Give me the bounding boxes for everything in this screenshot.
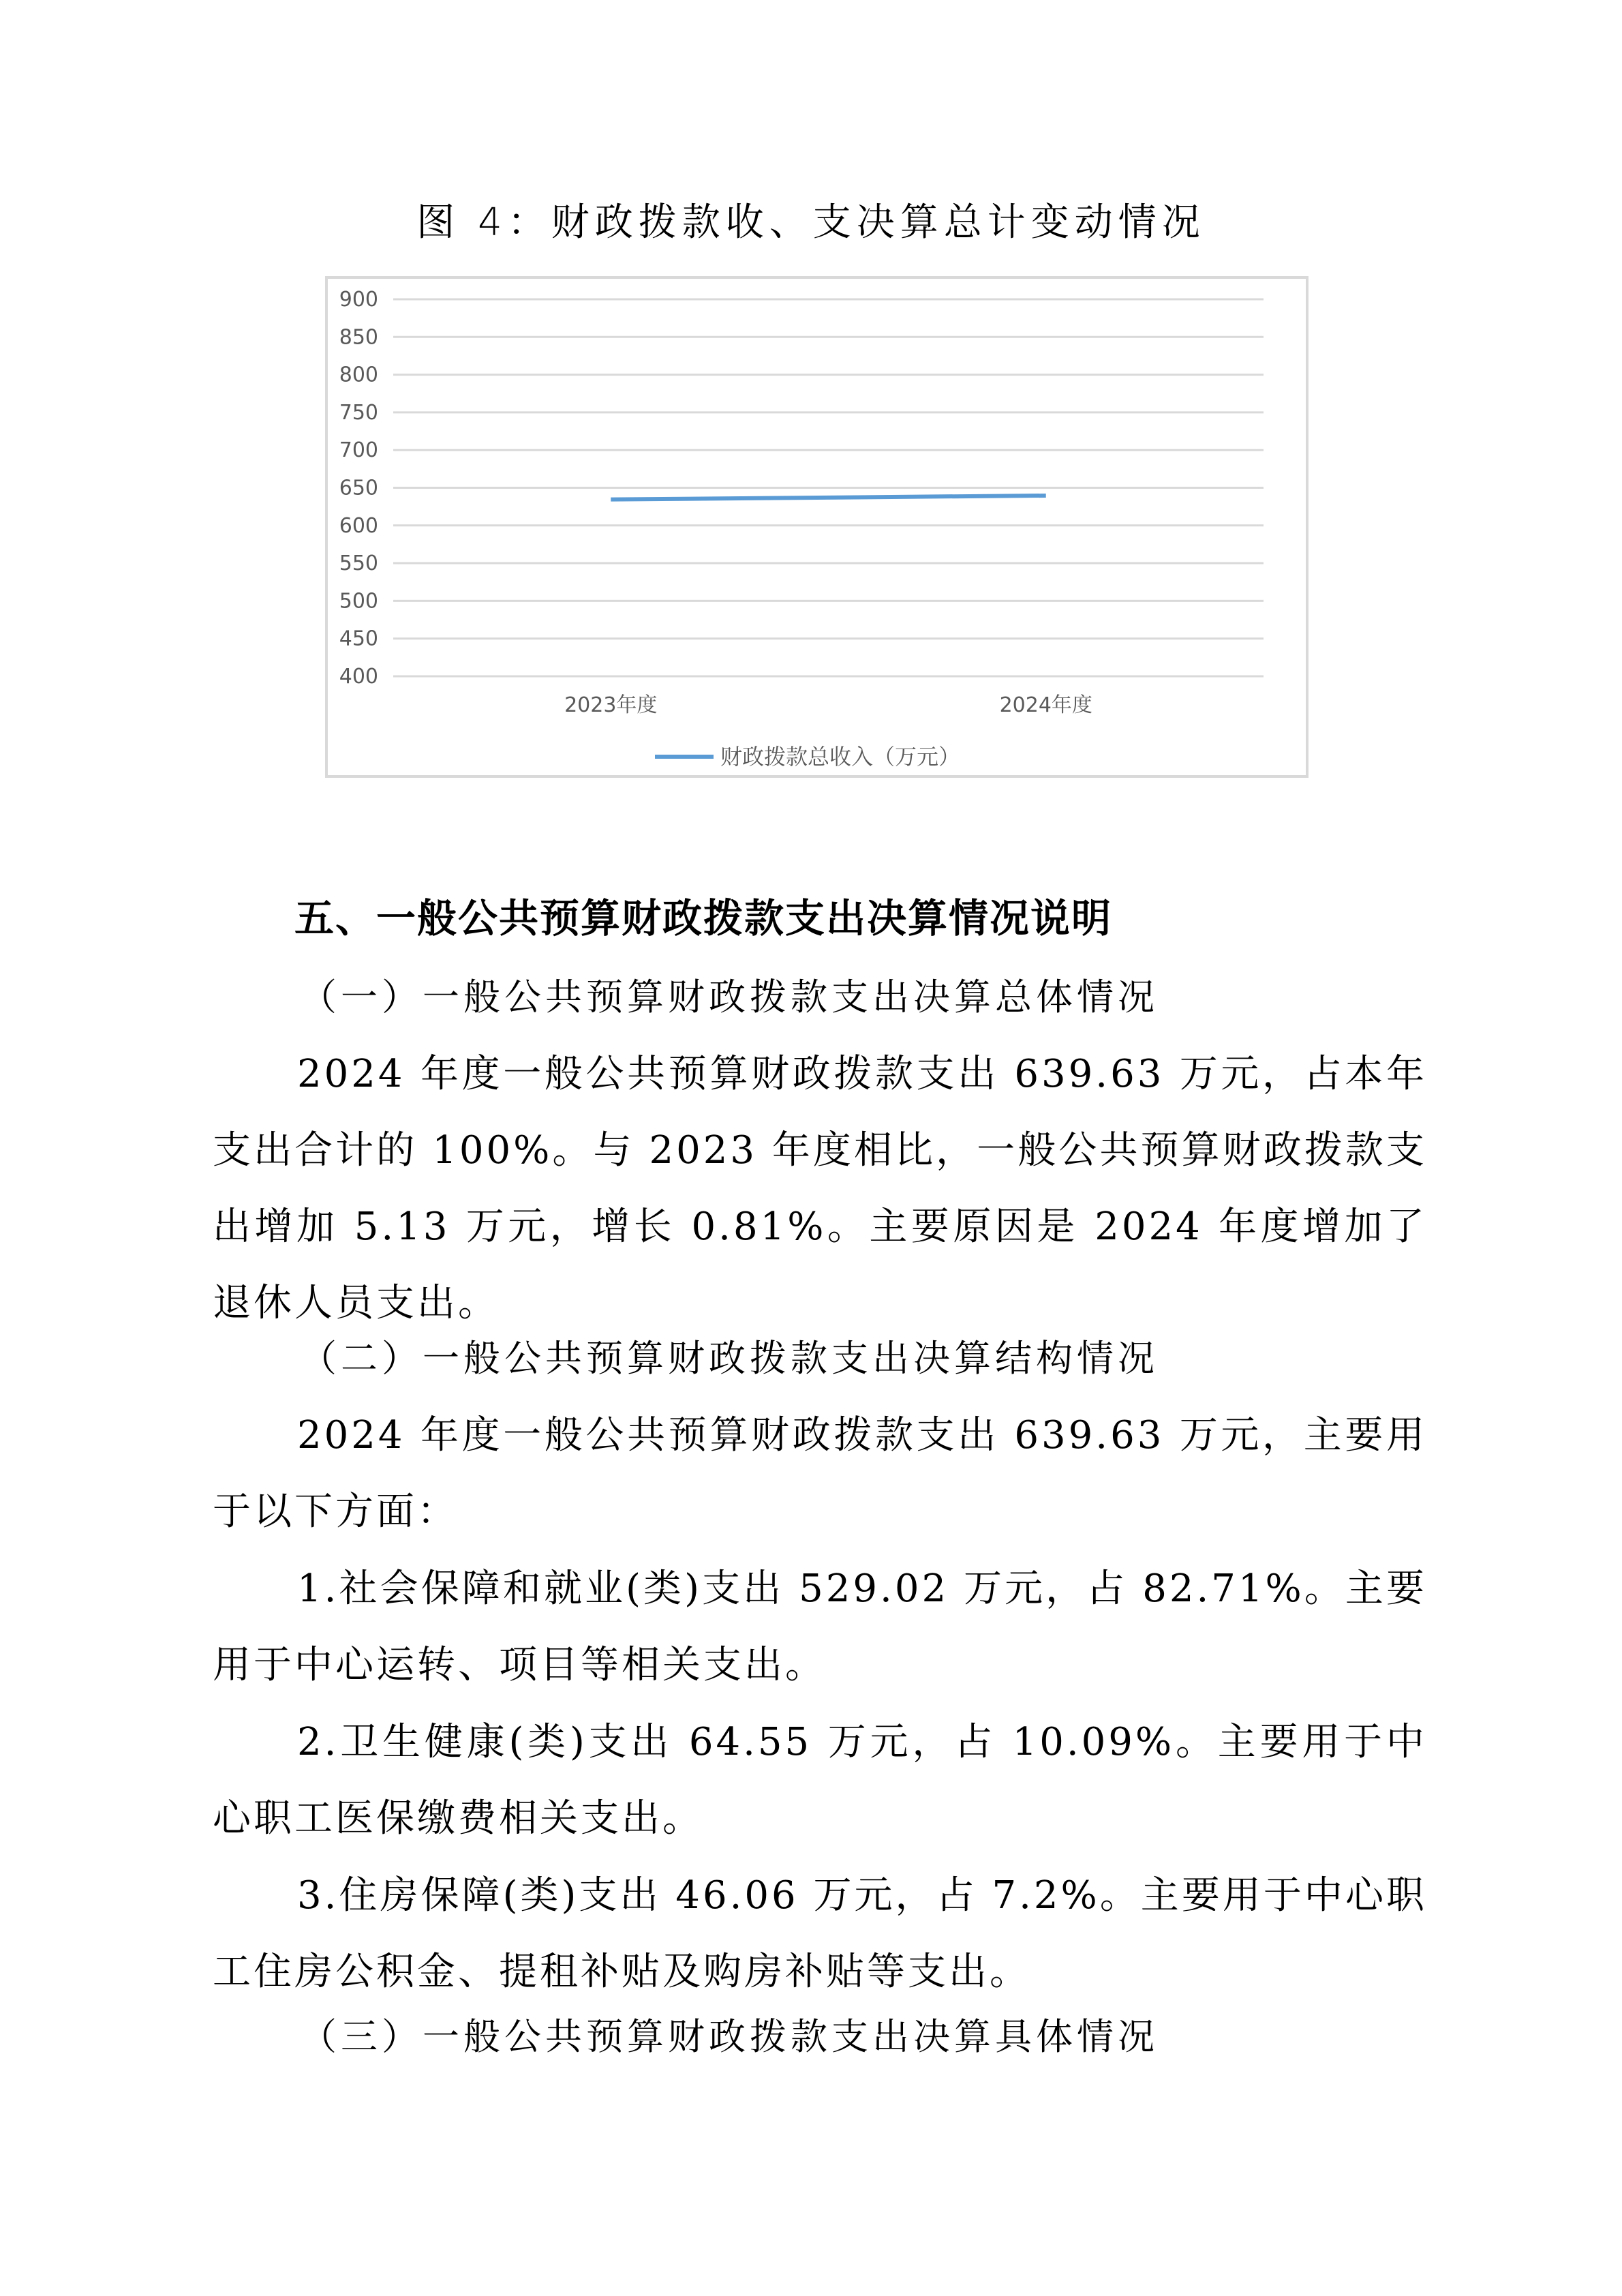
- y-tick-label: 400: [339, 665, 378, 689]
- x-tick-label: 2023年度: [564, 693, 658, 717]
- y-tick-label: 750: [339, 400, 378, 425]
- subsection-1-paragraph: 2024 年度一般公共预算财政拨款支出 639.63 万元，占本年支出合计的 100%。与 2023 年度相比，一般公共预算财政拨款支出增加 5.13 万元，增长 0.81%。主要原因是 2024 年度增加了退休人员支出。: [213, 1052, 1427, 1325]
- y-tick-label: 450: [339, 626, 378, 651]
- y-tick-label: 650: [339, 476, 378, 500]
- section-heading: 五、一般公共预算财政拨款支出决算情况说明: [294, 895, 1113, 941]
- legend-label: 财政拨款总收入（万元）: [720, 744, 961, 770]
- line-chart: [325, 276, 1309, 778]
- x-tick-label: 2024年度: [999, 693, 1092, 717]
- expense-item-2: 2.卫生健康(类)支出 64.55 万元，占 10.09%。主要用于中心职工医保缴费相关支出。: [213, 1720, 1427, 1841]
- y-tick-label: 900: [339, 288, 378, 312]
- expense-item-3: 3.住房保障(类)支出 46.06 万元，占 7.2%。主要用于中心职工住房公积金、提租补贴及购房补贴等支出。: [213, 1873, 1427, 1994]
- chart-svg: [328, 279, 1311, 781]
- figure-title: 图 4：财政拨款收、支决算总计变动情况: [416, 200, 1206, 245]
- y-tick-label: 550: [339, 552, 378, 576]
- series-line: [611, 496, 1046, 500]
- subsection-3-heading: （三）一般公共预算财政拨款支出决算具体情况: [300, 2015, 1159, 2058]
- y-tick-label: 700: [339, 438, 378, 463]
- expense-item-1: 1.社会保障和就业(类)支出 529.02 万元，占 82.71%。主要用于中心运转、项目等相关支出。: [213, 1567, 1427, 1687]
- y-tick-label: 800: [339, 363, 378, 387]
- subsection-2-intro: 2024 年度一般公共预算财政拨款支出 639.63 万元，主要用于以下方面：: [213, 1413, 1427, 1534]
- y-tick-label: 600: [339, 513, 378, 538]
- subsection-1-heading: （一）一般公共预算财政拨款支出决算总体情况: [300, 976, 1159, 1018]
- subsection-2-heading: （二）一般公共预算财政拨款支出决算结构情况: [300, 1337, 1159, 1380]
- y-tick-label: 850: [339, 325, 378, 350]
- y-tick-label: 500: [339, 589, 378, 614]
